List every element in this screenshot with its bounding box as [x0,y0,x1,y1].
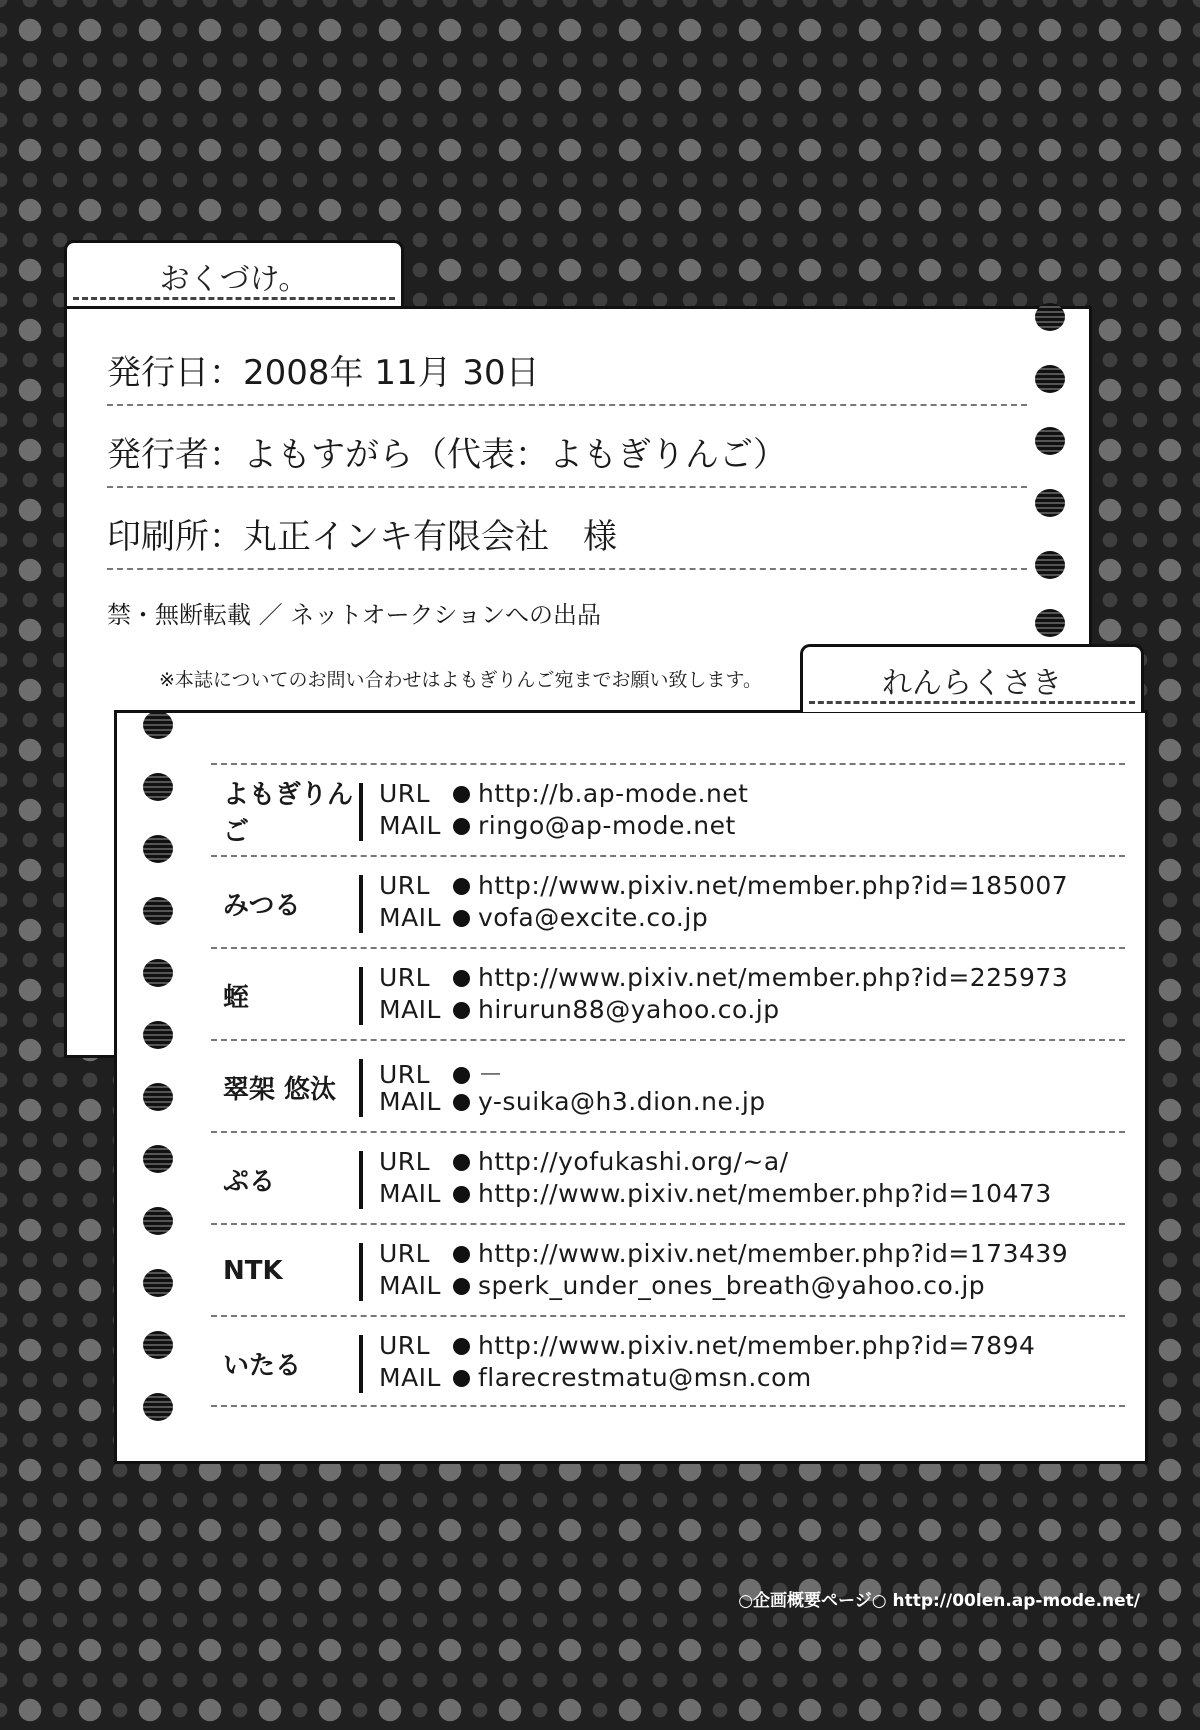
contact-name: みつる [223,890,301,921]
bullet-icon [453,1067,470,1084]
url-link[interactable]: http://www.pixiv.net/member.php?id=225973 [478,963,1069,992]
binder-hole-icon [1035,551,1065,579]
publisher: 発行者：よもすがら（代表：よもぎりんご） [107,427,1027,488]
url-link[interactable]: http://www.pixiv.net/member.php?id=173439 [478,1239,1069,1268]
contact-name: 蛭 [223,982,250,1013]
url-link[interactable]: http://b.ap-mode.net [478,779,749,808]
contact-name: NTK [223,1256,283,1286]
mail-link[interactable]: y-suika@h3.dion.ne.jp [478,1087,766,1116]
bullet-icon [453,1370,470,1387]
mail-link[interactable]: vofa@excite.co.jp [478,903,709,932]
contact-mail: MAIL http://www.pixiv.net/member.php?id=10473 [379,1179,1052,1208]
printer: 印刷所：丸正インキ有限会社 様 [107,509,1027,570]
contacts-card [114,710,1148,1464]
issue-date: 発行日：2008年 11月 30日 [107,345,1027,406]
contact-row [211,947,1125,1039]
contact-url: URL http://www.pixiv.net/member.php?id=173439 [379,1239,1069,1268]
binder-hole-icon [143,1393,173,1421]
contact-row [211,1039,1125,1131]
url-link[interactable]: http://www.pixiv.net/member.php?id=7894 [478,1331,1036,1360]
contact-row [211,1315,1125,1407]
binder-hole-icon [143,1145,173,1173]
contact-url: URL http://www.pixiv.net/member.php?id=185007 [379,871,1069,900]
colophon-tab-title: おくづけ。 [159,261,309,297]
bullet-icon [453,910,470,927]
contact-mail: MAIL ringo@ap-mode.net [379,811,736,840]
divider [359,967,363,1025]
contact-mail: MAIL vofa@excite.co.jp [379,903,709,932]
binder-hole-icon [143,773,173,801]
binder-hole-icon [1035,365,1065,393]
contact-name: よもぎりんご [223,780,354,847]
binder-hole-icon [143,1021,173,1049]
binder-hole-icon [1035,427,1065,455]
bullet-icon [453,1094,470,1111]
bullet-icon [453,1154,470,1171]
contact-url: URL http://www.pixiv.net/member.php?id=7894 [379,1331,1036,1360]
inquiry-notice: ※本誌についてのお問い合わせはよもぎりんご宛までお願い致します。 [159,669,763,691]
url-link[interactable]: http://www.pixiv.net/member.php?id=185007 [478,871,1069,900]
binder-hole-icon [143,835,173,863]
bullet-icon [453,1246,470,1263]
mail-link[interactable]: ringo@ap-mode.net [478,811,736,840]
contacts-tab [800,644,1144,712]
tab-divider [809,701,1135,704]
divider [359,1059,363,1117]
contact-row [211,1131,1125,1223]
contact-url: URL http://b.ap-mode.net [379,779,749,808]
contact-mail: MAIL y-suika@h3.dion.ne.jp [379,1087,766,1116]
contact-url: URL － [379,1060,504,1089]
contact-name: ぷる [223,1166,276,1197]
contact-row [211,1223,1125,1315]
url-link: － [478,1060,504,1089]
binder-hole-icon [1035,489,1065,517]
divider [359,1151,363,1209]
contact-url: URL http://yofukashi.org/~a/ [379,1147,789,1176]
binder-hole-icon [143,1269,173,1297]
bullet-icon [453,1338,470,1355]
contact-mail: MAIL sperk_under_ones_breath@yahoo.co.jp [379,1271,986,1300]
binder-hole-icon [143,711,173,739]
contact-row [211,763,1125,855]
contact-url: URL http://www.pixiv.net/member.php?id=225973 [379,963,1069,992]
bullet-icon [453,878,470,895]
binder-hole-icon [1035,609,1065,637]
url-link[interactable]: http://yofukashi.org/~a/ [478,1147,789,1176]
divider [359,875,363,933]
bullet-icon [453,970,470,987]
bullet-icon [453,1278,470,1295]
bullet-icon [453,818,470,835]
tab-divider [73,297,395,300]
mail-link[interactable]: hirurun88@yahoo.co.jp [478,995,780,1024]
binder-hole-icon [1035,303,1065,331]
contact-name: 翠架 悠汰 [223,1074,337,1105]
divider [359,783,363,841]
binder-hole-icon [143,959,173,987]
mail-link[interactable]: http://www.pixiv.net/member.php?id=10473 [478,1179,1052,1208]
mail-link[interactable]: sperk_under_ones_breath@yahoo.co.jp [478,1271,986,1300]
mail-link[interactable]: flarecrestmatu@msn.com [478,1363,812,1392]
contact-row [211,855,1125,947]
bullet-icon [453,786,470,803]
contact-name: いたる [223,1350,302,1381]
binder-hole-icon [143,1207,173,1235]
contacts-tab-title: れんらくさき [882,665,1062,701]
binder-hole-icon [143,1083,173,1111]
bullet-icon [453,1002,470,1019]
contact-mail: MAIL flarecrestmatu@msn.com [379,1363,812,1392]
binder-hole-icon [143,1331,173,1359]
bullet-icon [453,1186,470,1203]
divider [359,1335,363,1393]
colophon-tab [64,240,404,308]
divider [359,1243,363,1301]
contact-mail: MAIL hirurun88@yahoo.co.jp [379,995,780,1024]
project-page-link[interactable]: ○企画概要ページ○ http://00len.ap-mode.net/ [738,1591,1140,1611]
binder-hole-icon [143,897,173,925]
reproduction-notice: 禁・無断転載 ／ ネットオークションへの出品 [107,601,602,629]
